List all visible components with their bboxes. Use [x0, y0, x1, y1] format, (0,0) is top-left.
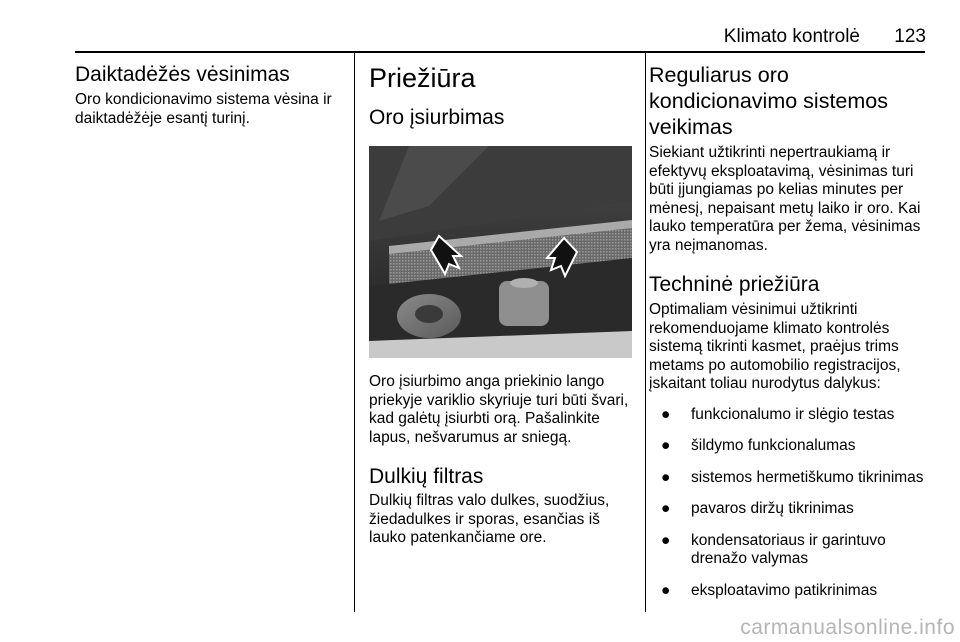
- chapter-title-maintenance: Priežiūra: [369, 63, 476, 93]
- regular-operation-text: Siekiant užtikrinti nepertraukiamą ir efektyvų eksploatavimą, vėsinimas turi būti įjungiamas po kelias minutes per mėnesį, nepaisant metų laiko ir oro. Kai lauko temperatūra per žema, vėsinimas yra neįmanomas.: [649, 144, 921, 254]
- page-number: 123: [894, 26, 926, 47]
- glovebox-cooling-text: Oro kondicionavimo sistema vėsina ir daiktadėžėje esantį turinį.: [75, 91, 332, 127]
- column-divider-left: [354, 53, 355, 612]
- column-3: [649, 62, 929, 600]
- bullet-icon: ●: [661, 531, 671, 549]
- list-item: ● sistemos hermetiškumo tikrinimas: [661, 468, 924, 486]
- air-intake-text: Oro įsiurbimo anga priekinio lango priekyje variklio skyriuje turi būti švari, kad galėtų įsiurbti orą. Pašalinkite lapus, nešvarumus ar sniegą.: [369, 373, 629, 446]
- list-item: ● kondensatoriaus ir garintuvo drenažo valymas: [661, 531, 886, 567]
- header-title: Klimato kontrolė: [723, 26, 860, 47]
- section-heading-glovebox-cooling: Daiktadėžės vėsinimas: [75, 63, 290, 86]
- column-divider-right: [645, 53, 646, 612]
- header-rule: [75, 51, 925, 53]
- air-intake-illustration: [369, 146, 632, 358]
- list-item: ● šildymo funkcionalumas: [661, 437, 856, 454]
- bullet-icon: ●: [661, 405, 671, 423]
- maintenance-checklist: [649, 406, 929, 601]
- list-item: ● funkcionalumo ir slėgio testas: [661, 405, 895, 423]
- list-item: ● eksploatavimo patikrinimas: [661, 581, 878, 599]
- watermark: carmanualsonline.info: [740, 616, 955, 639]
- column-2: [369, 62, 634, 548]
- column-1: [75, 62, 343, 128]
- bullet-icon: ●: [661, 437, 671, 454]
- list-item: ● pavaros diržų tikrinimas: [661, 500, 854, 517]
- engine-bay-photo: [369, 146, 632, 358]
- dust-filter-text: Dulkių filtras valo dulkes, suodžius, žiedadulkes ir sporas, esančias iš lauko patenkančiame ore.: [369, 492, 610, 546]
- bullet-icon: ●: [661, 581, 671, 599]
- section-heading-air-intake: Oro įsiurbimas: [369, 106, 505, 129]
- technical-maintenance-text: Optimaliam vėsinimui užtikrinti rekomenduojame klimato kontrolės sistemą tikrinti kasmet, praėjus trims metams po automobilio registracijos, įskaitant toliau nurodytus dalykus:: [649, 301, 901, 392]
- section-heading-regular-operation: Reguliarus oro kondicionavimo sistemos veikimas: [649, 63, 888, 139]
- section-heading-technical-maintenance: Techninė priežiūra: [649, 273, 820, 296]
- bullet-icon: ●: [661, 500, 671, 517]
- bullet-icon: ●: [661, 468, 671, 486]
- section-heading-dust-filter: Dulkių filtras: [369, 465, 484, 488]
